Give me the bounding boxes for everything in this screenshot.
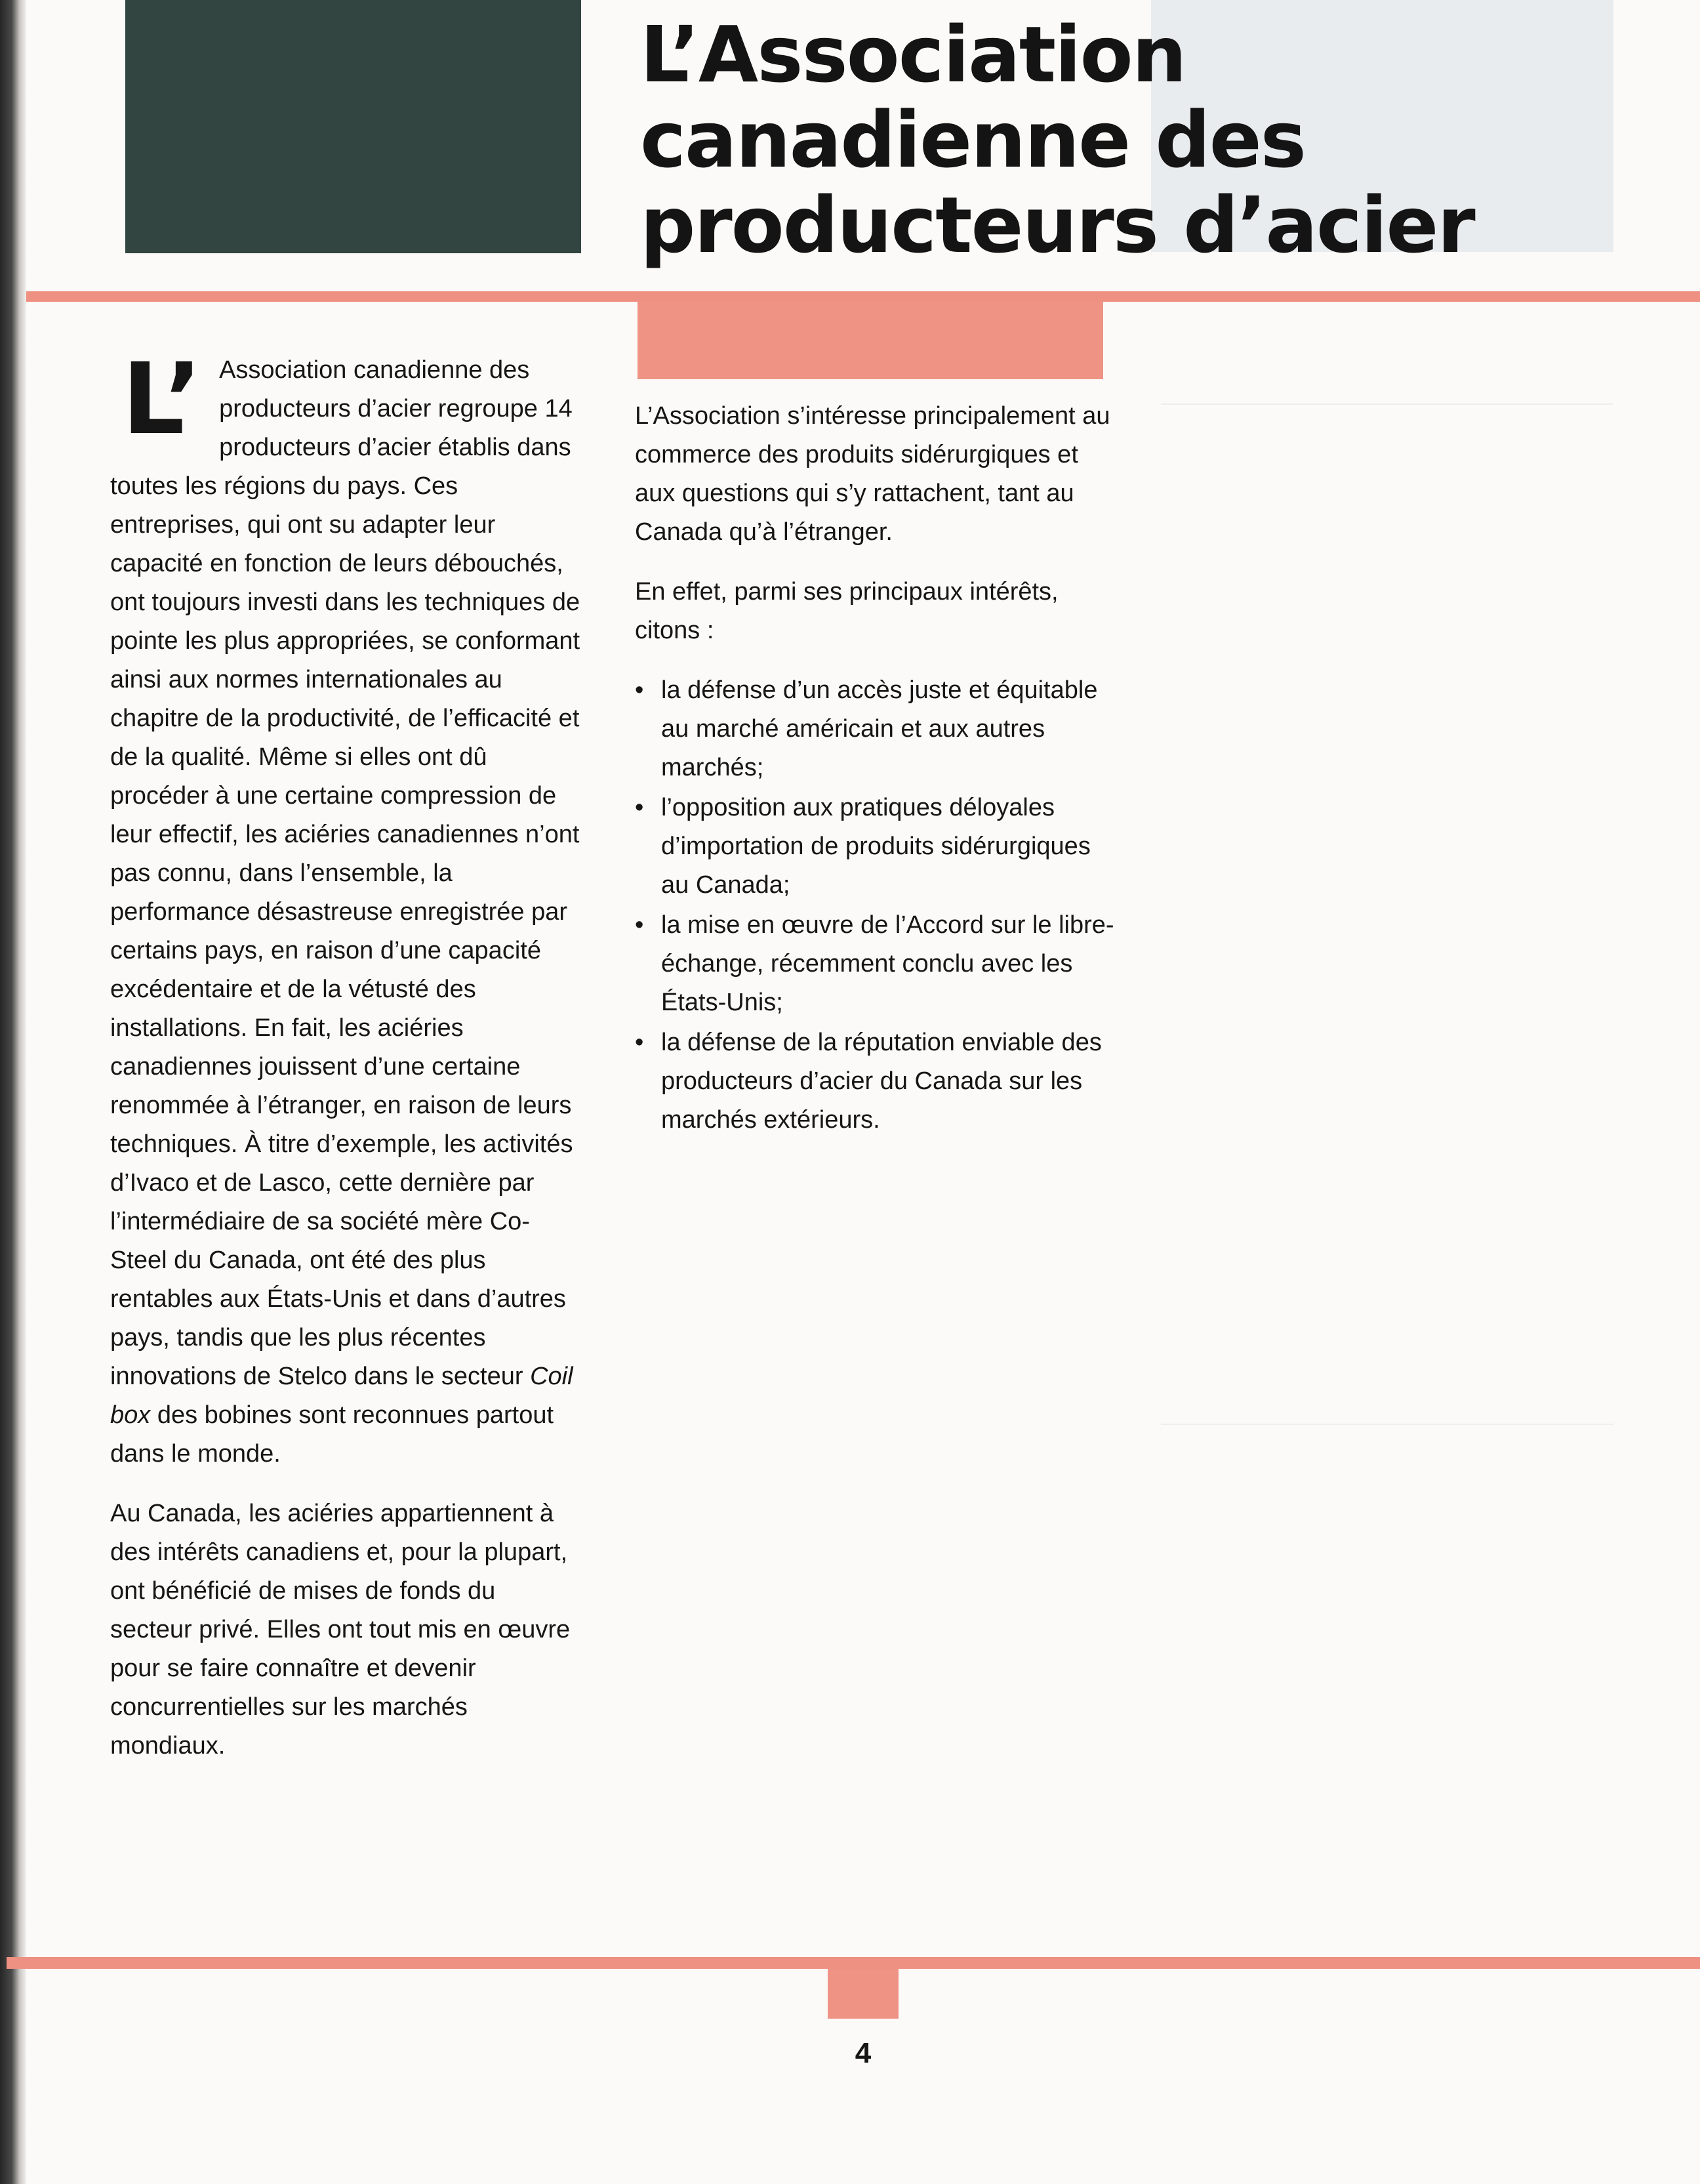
bottom-divider-rule: [7, 1957, 1700, 1969]
left-column: [110, 342, 582, 1786]
show-through-rule: [1161, 1424, 1613, 1425]
page-number-tab: [828, 1969, 899, 2019]
middle-column: [635, 397, 1120, 1141]
title-line-2: canadienne des: [640, 94, 1306, 185]
left-paragraph-1-italic: Coil box: [110, 1363, 573, 1429]
left-paragraph-1-end: des bobines sont reconnues partout dans le monde.: [110, 1401, 554, 1468]
dark-header-block: [125, 0, 581, 253]
left-paragraph-1: [110, 342, 582, 1473]
interests-list: [635, 671, 1120, 1140]
top-divider-rule: [26, 291, 1700, 302]
page-title: [640, 9, 1663, 270]
pink-accent-block: [638, 302, 1103, 379]
title-line-1: L’Association: [640, 9, 1186, 100]
left-paragraph-1-text: Association canadienne des producteurs d’acier regroupe 14 producteurs d’acier établis dans toutes les régions du pays. Ces entreprises, qui ont su adapter leur capacité en fonction de leurs débouchés, ont toujours investi dans les techniques de pointe les plus appropriées, se conformant ainsi aux normes internationales au chapitre de la productivité, de l’efficacité et de la qualité. Même si elles ont dû procéder à une certaine compression de leur effectif, les aciéries canadiennes n’ont pas connu, dans l’ensemble, la performance désastreuse enregistrée par certains pays, en raison d’une capacité excédentaire et de la vétusté des installations. En fait, les aciéries canadiennes jouissent d’une certaine renommée à l’étranger, en raison de leurs techniques. À titre d’exemple, les activités d’Ivaco et de Lasco, cette dernière par l’intermédiaire de sa société mère Co-Steel du Canada, ont été des plus rentables aux États-Unis et dans d’autres pays, tandis que les plus récentes innovations de Stelco dans le secteur: [110, 356, 580, 1390]
middle-intro: L’Association s’intéresse principalement au commerce des produits sidérurgiques et aux questions qui s’y rattachent, tant au Canada qu’à l’étranger.: [635, 402, 1110, 546]
drop-cap: L’: [122, 342, 205, 457]
show-through-rule: [1161, 403, 1613, 405]
list-item: • la défense de la réputation enviable des producteurs d’acier du Canada sur les marchés extérieurs.: [635, 1023, 1120, 1140]
list-item: • la mise en œuvre de l’Accord sur le libre-échange, récemment conclu avec les États-Unis;: [635, 906, 1120, 1022]
list-item: • la défense d’un accès juste et équitable au marché américain et aux autres marchés;: [635, 671, 1120, 787]
page-binding-edge: [0, 0, 26, 2184]
left-paragraph-2: Au Canada, les aciéries appartiennent à des intérêts canadiens et, pour la plupart, ont bénéficié de mises de fonds du secteur privé. Elles ont tout mis en œuvre pour se faire connaître et devenir concurrentielles sur les marchés mondiaux.: [110, 1500, 571, 1760]
title-line-3: producteurs d’acier: [640, 180, 1474, 270]
list-item: • l’opposition aux pratiques déloyales d’importation de produits sidérurgiques au Canada;: [635, 789, 1120, 905]
middle-lead: En effet, parmi ses principaux intérêts, citons :: [635, 578, 1059, 644]
page-number: 4: [855, 2037, 872, 2069]
